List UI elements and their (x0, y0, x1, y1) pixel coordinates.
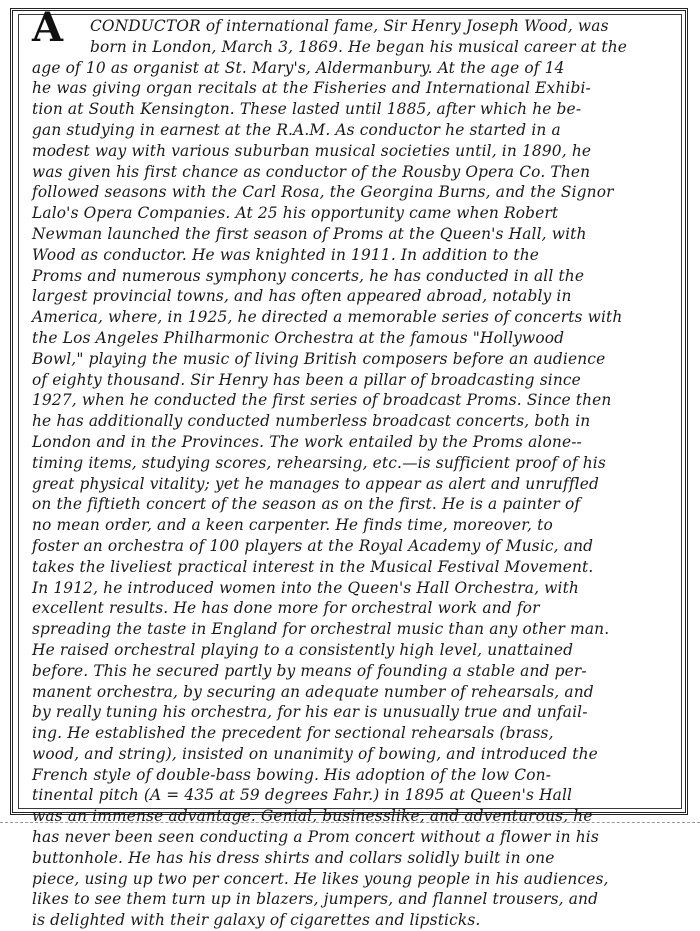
article-line: modest way with various suburban musical societies until, in 1890, he (32, 141, 592, 160)
article-line: age of 10 as organist at St. Mary's, Aldermanbury. At the age of 14 (32, 58, 565, 77)
article-line: he was giving organ recitals at the Fisheries and International Exhibi- (32, 79, 591, 98)
article-line: Bowl," playing the music of living British composers before an audience (32, 349, 606, 368)
article-line: has never been seen conducting a Prom concert without a flower in his (32, 828, 599, 847)
article-line: piece, using up two per concert. He likes young people in his audiences, (32, 869, 609, 888)
article-line: Newman launched the first season of Proms at the Queen's Hall, with (32, 224, 587, 243)
article-line: foster an orchestra of 100 players at the Royal Academy of Music, and (32, 536, 594, 555)
article-line: great physical vitality; yet he manages to appear as alert and unruffled (32, 474, 600, 493)
article-line: on the fiftieth concert of the season as on the first. He is a painter of (32, 495, 581, 514)
lead-word: CONDUCTOR (90, 17, 201, 35)
article-line: buttonhole. He has his dress shirts and collars solidly built in one (32, 848, 555, 867)
article-line: was an immense advantage. Genial, businesslike, and adventurous, he (32, 807, 593, 826)
article-line: Proms and numerous symphony concerts, he has conducted in all the (32, 266, 585, 285)
page-bottom-edge (0, 822, 700, 823)
article-line: gan studying in earnest at the R.A.M. As conductor he started in a (32, 120, 561, 139)
article-line: no mean order, and a keen carpenter. He finds time, moreover, to (32, 516, 553, 535)
article-line: He raised orchestral playing to a consistently high level, unattained (32, 640, 574, 659)
article-line: is delighted with their galaxy of cigarettes and lipsticks. (32, 911, 481, 930)
article-line: spreading the taste in England for orchestral music than any other man. (32, 620, 610, 639)
first-line-rest: of international fame, Sir Henry Joseph Wood, was (200, 17, 609, 35)
article-line: takes the liveliest practical interest in the Musical Festival Movement. (32, 557, 594, 576)
drop-cap-letter: A (32, 4, 64, 51)
article-line: he has additionally conducted numberless broadcast concerts, both in (32, 412, 591, 431)
article-line: wood, and string), insisted on unanimity of bowing, and introduced the (32, 744, 598, 763)
article-line-first (32, 16, 642, 37)
article-line: manent orchestra, by securing an adequate number of rehearsals, and (32, 682, 594, 701)
article-line: London and in the Provinces. The work entailed by the Proms alone-- (32, 432, 582, 451)
article-body (32, 16, 642, 931)
article-line: of eighty thousand. Sir Henry has been a pillar of broadcasting since (32, 370, 581, 389)
article-line: followed seasons with the Carl Rosa, the Georgina Burns, and the Signor (32, 183, 614, 202)
article-line: excellent results. He has done more for orchestral work and for (32, 599, 540, 618)
article-line: Wood as conductor. He was knighted in 1911. In addition to the (32, 245, 540, 264)
article-line: before. This he secured partly by means of founding a stable and per- (32, 661, 587, 680)
article-line: Lalo's Opera Companies. At 25 his opportunity came when Robert (32, 204, 559, 223)
article-line: In 1912, he introduced women into the Queen's Hall Orchestra, with (32, 578, 579, 597)
article-line: ing. He established the precedent for sectional rehearsals (brass, (32, 724, 554, 743)
article-line: America, where, in 1925, he directed a memorable series of concerts with (32, 308, 623, 327)
article-line: by really tuning his orchestra, for his ear is unusually true and unfail- (32, 703, 588, 722)
article-line: born in London, March 3, 1869. He began his musical career at the (90, 37, 628, 56)
article-line: the Los Angeles Philharmonic Orchestra at the famous "Hollywood (32, 328, 565, 347)
article-line: likes to see them turn up in blazers, jumpers, and flannel trousers, and (32, 890, 599, 909)
article-line: 1927, when he conducted the first series of broadcast Proms. Since then (32, 391, 612, 410)
article-line: tinental pitch (A = 435 at 59 degrees Fahr.) in 1895 at Queen's Hall (32, 786, 573, 805)
article-line: largest provincial towns, and has often appeared abroad, notably in (32, 287, 572, 306)
article-line: French style of double-bass bowing. His adoption of the low Con- (32, 765, 552, 784)
article-line: tion at South Kensington. These lasted until 1885, after which he be- (32, 100, 582, 119)
article-line: was given his first chance as conductor of the Rousby Opera Co. Then (32, 162, 591, 181)
article-line: timing items, studying scores, rehearsing, etc.—is sufficient proof of his (32, 453, 606, 472)
